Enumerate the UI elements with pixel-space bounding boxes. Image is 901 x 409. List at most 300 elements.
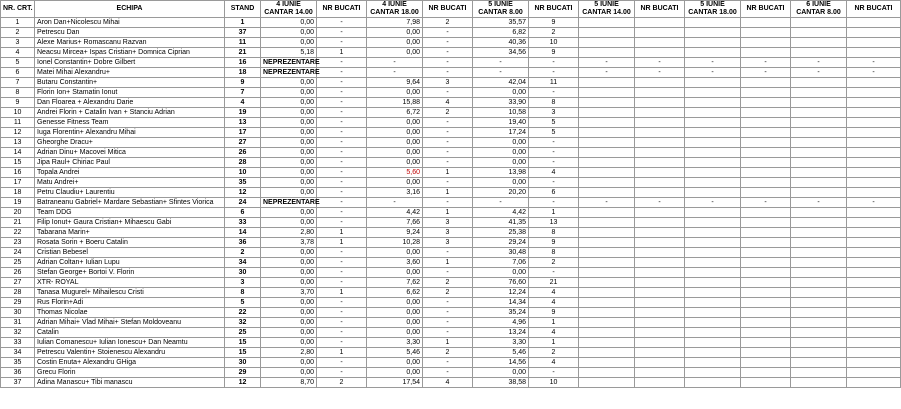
empty-cell	[847, 98, 901, 108]
empty-cell	[635, 38, 685, 48]
weight-5iunie-08: 0,00	[473, 148, 529, 158]
stand-cell: 37	[225, 28, 261, 38]
empty-cell	[741, 28, 791, 38]
team-cell: Adina Manascu+ Tibi manascu	[35, 378, 225, 388]
nr-cell: 20	[1, 208, 35, 218]
empty-cell	[741, 288, 791, 298]
team-cell: Petrescu Dan	[35, 28, 225, 38]
table-row	[1, 178, 901, 188]
weight-4iunie-18: 0,00	[367, 28, 423, 38]
team-cell: Genesse Fitness Team	[35, 118, 225, 128]
empty-cell	[847, 128, 901, 138]
empty-cell	[741, 78, 791, 88]
empty-cell	[847, 298, 901, 308]
bucati-1: -	[317, 68, 367, 78]
empty-cell	[685, 168, 741, 178]
header-cantar-08-6: CANTAR 8.00	[791, 9, 847, 18]
empty-cell	[847, 238, 901, 248]
bucati-2: -	[423, 358, 473, 368]
empty-cell	[635, 98, 685, 108]
empty-cell	[847, 178, 901, 188]
bucati-2: -	[423, 138, 473, 148]
weight-4iunie-18: 4,42	[367, 208, 423, 218]
team-cell: Dan Floarea + Alexandru Darie	[35, 98, 225, 108]
stand-cell: 27	[225, 138, 261, 148]
weight-4iunie-14: 0,00	[261, 368, 317, 378]
empty-cell	[741, 218, 791, 228]
nr-cell: 37	[1, 378, 35, 388]
weight-4iunie-14: 0,00	[261, 188, 317, 198]
team-cell: Filip Ionut+ Gaura Cristian+ Mihaescu Gabi	[35, 218, 225, 228]
stand-cell: 30	[225, 358, 261, 368]
bucati-3: 1	[529, 338, 579, 348]
stand-cell: 12	[225, 378, 261, 388]
empty-cell: -	[791, 58, 847, 68]
weight-4iunie-14: 0,00	[261, 98, 317, 108]
table-row	[1, 48, 901, 58]
empty-cell	[847, 328, 901, 338]
bucati-2: -	[423, 198, 473, 208]
empty-cell: -	[635, 68, 685, 78]
weight-5iunie-08: 13,98	[473, 168, 529, 178]
weight-4iunie-14: 0,00	[261, 328, 317, 338]
empty-cell	[579, 78, 635, 88]
empty-cell	[741, 168, 791, 178]
empty-cell	[685, 28, 741, 38]
empty-cell	[847, 188, 901, 198]
nr-cell: 9	[1, 98, 35, 108]
bucati-2: -	[423, 148, 473, 158]
header-nr-bucati-6: NR BUCATI	[847, 1, 901, 18]
weight-4iunie-18: 0,00	[367, 38, 423, 48]
weight-5iunie-08: 5,46	[473, 348, 529, 358]
empty-cell	[579, 328, 635, 338]
empty-cell: -	[847, 68, 901, 78]
nr-cell: 17	[1, 178, 35, 188]
stand-cell: 3	[225, 278, 261, 288]
bucati-3: -	[529, 368, 579, 378]
weight-4iunie-14: 0,00	[261, 178, 317, 188]
empty-cell	[847, 38, 901, 48]
bucati-3: 4	[529, 358, 579, 368]
empty-cell	[635, 248, 685, 258]
empty-cell	[741, 368, 791, 378]
empty-cell	[635, 118, 685, 128]
bucati-3: 21	[529, 278, 579, 288]
header-cantar-14-4: CANTAR 14.00	[261, 9, 317, 18]
empty-cell	[635, 378, 685, 388]
empty-cell	[741, 258, 791, 268]
nr-cell: 24	[1, 248, 35, 258]
team-cell: Iuga Florentin+ Alexandru Mihai	[35, 128, 225, 138]
team-cell: Batraneanu Gabriel+ Mardare Sebastian+ Sfintes Viorica	[35, 198, 225, 208]
weight-4iunie-18: 9,24	[367, 228, 423, 238]
empty-cell	[635, 18, 685, 28]
weight-4iunie-14: 0,00	[261, 158, 317, 168]
empty-cell	[685, 338, 741, 348]
empty-cell	[791, 118, 847, 128]
empty-cell	[741, 358, 791, 368]
team-cell: Ionel Constantin+ Dobre Gilbert	[35, 58, 225, 68]
stand-cell: 7	[225, 88, 261, 98]
weight-4iunie-14: 0,00	[261, 88, 317, 98]
header-cantar-08-5: CANTAR 8.00	[473, 9, 529, 18]
weight-4iunie-18: 0,00	[367, 118, 423, 128]
weight-4iunie-14: 0,00	[261, 358, 317, 368]
empty-cell	[741, 328, 791, 338]
empty-cell	[685, 278, 741, 288]
empty-cell	[741, 128, 791, 138]
weight-4iunie-18: 6,72	[367, 108, 423, 118]
bucati-1: -	[317, 178, 367, 188]
nr-cell: 11	[1, 118, 35, 128]
empty-cell	[791, 188, 847, 198]
empty-cell	[791, 238, 847, 248]
bucati-2: -	[423, 248, 473, 258]
table-row	[1, 358, 901, 368]
stand-cell: 8	[225, 288, 261, 298]
table-row	[1, 138, 901, 148]
weight-4iunie-14: 0,00	[261, 168, 317, 178]
empty-cell	[791, 18, 847, 28]
weight-5iunie-08: 4,42	[473, 208, 529, 218]
empty-cell	[741, 38, 791, 48]
empty-cell	[635, 238, 685, 248]
bucati-1: 1	[317, 228, 367, 238]
bucati-3: 9	[529, 308, 579, 318]
empty-cell: -	[741, 198, 791, 208]
empty-cell	[791, 228, 847, 238]
empty-cell	[791, 208, 847, 218]
bucati-3: -	[529, 178, 579, 188]
bucati-1: -	[317, 328, 367, 338]
stand-cell: 22	[225, 308, 261, 318]
team-cell: Florin Ion+ Stamatin Ionut	[35, 88, 225, 98]
empty-cell	[579, 288, 635, 298]
empty-cell	[685, 38, 741, 48]
empty-cell	[579, 348, 635, 358]
team-cell: Thomas Nicolae	[35, 308, 225, 318]
team-cell: Petrescu Valentin+ Stoienescu Alexandru	[35, 348, 225, 358]
bucati-2: -	[423, 328, 473, 338]
empty-cell	[579, 108, 635, 118]
weight-5iunie-08: 0,00	[473, 368, 529, 378]
header-4iunie-18: 4 IUNIE	[367, 1, 423, 10]
empty-cell	[847, 48, 901, 58]
weight-4iunie-18: 0,00	[367, 308, 423, 318]
empty-cell	[685, 328, 741, 338]
table-row	[1, 58, 901, 68]
empty-cell	[685, 108, 741, 118]
stand-cell: 15	[225, 338, 261, 348]
weight-5iunie-08: 0,00	[473, 178, 529, 188]
bucati-2: 4	[423, 98, 473, 108]
empty-cell	[579, 238, 635, 248]
header-6iunie-08: 6 IUNIE	[791, 1, 847, 10]
empty-cell	[791, 318, 847, 328]
table-row	[1, 28, 901, 38]
bucati-1: -	[317, 98, 367, 108]
empty-cell	[791, 328, 847, 338]
bucati-1: -	[317, 358, 367, 368]
empty-cell	[579, 128, 635, 138]
bucati-1: -	[317, 268, 367, 278]
empty-cell: -	[847, 198, 901, 208]
empty-cell	[741, 348, 791, 358]
empty-cell	[741, 238, 791, 248]
empty-cell	[635, 88, 685, 98]
empty-cell	[685, 358, 741, 368]
weight-4iunie-14: 5,18	[261, 48, 317, 58]
empty-cell	[791, 178, 847, 188]
empty-cell	[847, 318, 901, 328]
weight-4iunie-14: NEPREZENTARE	[261, 58, 317, 68]
bucati-3: 6	[529, 188, 579, 198]
empty-cell	[791, 168, 847, 178]
nr-cell: 34	[1, 348, 35, 358]
empty-cell	[847, 258, 901, 268]
empty-cell	[635, 108, 685, 118]
team-cell: Cristian Bebesel	[35, 248, 225, 258]
weight-4iunie-18: -	[367, 58, 423, 68]
bucati-1: -	[317, 218, 367, 228]
empty-cell	[741, 208, 791, 218]
table-row	[1, 218, 901, 228]
bucati-3: 9	[529, 238, 579, 248]
empty-cell	[635, 338, 685, 348]
bucati-2: 3	[423, 228, 473, 238]
empty-cell	[847, 278, 901, 288]
empty-cell	[741, 298, 791, 308]
bucati-2: -	[423, 268, 473, 278]
bucati-3: -	[529, 58, 579, 68]
team-cell: Tanasa Mugurel+ Mihailescu Cristi	[35, 288, 225, 298]
nr-cell: 18	[1, 188, 35, 198]
empty-cell	[685, 308, 741, 318]
table-row	[1, 348, 901, 358]
empty-cell	[741, 98, 791, 108]
empty-cell	[579, 308, 635, 318]
empty-cell: -	[635, 58, 685, 68]
bucati-2: -	[423, 58, 473, 68]
header-row-1	[1, 1, 901, 10]
weight-5iunie-08: 0,00	[473, 88, 529, 98]
stand-cell: 1	[225, 18, 261, 28]
stand-cell: 10	[225, 168, 261, 178]
empty-cell	[579, 278, 635, 288]
bucati-2: -	[423, 88, 473, 98]
empty-cell	[741, 48, 791, 58]
empty-cell	[685, 48, 741, 58]
empty-cell	[579, 38, 635, 48]
table-row	[1, 78, 901, 88]
weight-4iunie-14: 0,00	[261, 28, 317, 38]
empty-cell	[685, 208, 741, 218]
empty-cell	[635, 298, 685, 308]
empty-cell	[635, 348, 685, 358]
team-cell: Catalin	[35, 328, 225, 338]
table-row	[1, 148, 901, 158]
empty-cell: -	[791, 68, 847, 78]
header-nr-bucati-1: NR BUCATI	[317, 1, 367, 18]
bucati-1: -	[317, 78, 367, 88]
weight-5iunie-08: 13,24	[473, 328, 529, 338]
bucati-3: 4	[529, 288, 579, 298]
weight-4iunie-18: 0,00	[367, 248, 423, 258]
bucati-3: 4	[529, 328, 579, 338]
weight-5iunie-08: -	[473, 198, 529, 208]
table-row	[1, 108, 901, 118]
empty-cell	[847, 218, 901, 228]
header-4iunie-14: 4 IUNIE	[261, 1, 317, 10]
empty-cell	[635, 258, 685, 268]
empty-cell	[847, 338, 901, 348]
weight-5iunie-08: 0,00	[473, 158, 529, 168]
weight-5iunie-08: 20,20	[473, 188, 529, 198]
empty-cell	[791, 28, 847, 38]
nr-cell: 8	[1, 88, 35, 98]
weight-5iunie-08: 3,30	[473, 338, 529, 348]
table-row	[1, 198, 901, 208]
empty-cell	[635, 148, 685, 158]
weight-4iunie-18: 0,00	[367, 88, 423, 98]
bucati-3: 5	[529, 128, 579, 138]
empty-cell	[847, 28, 901, 38]
nr-cell: 22	[1, 228, 35, 238]
team-cell: Rus Florin+Adi	[35, 298, 225, 308]
bucati-3: -	[529, 268, 579, 278]
empty-cell	[847, 118, 901, 128]
bucati-2: -	[423, 48, 473, 58]
bucati-1: -	[317, 198, 367, 208]
empty-cell	[635, 278, 685, 288]
team-cell: Adrian Coltan+ Iulian Lupu	[35, 258, 225, 268]
nr-cell: 35	[1, 358, 35, 368]
empty-cell	[847, 228, 901, 238]
empty-cell	[579, 88, 635, 98]
stand-cell: 21	[225, 48, 261, 58]
bucati-1: -	[317, 28, 367, 38]
empty-cell	[791, 338, 847, 348]
table-row	[1, 228, 901, 238]
table-row	[1, 298, 901, 308]
weight-4iunie-14: 0,00	[261, 268, 317, 278]
empty-cell	[791, 148, 847, 158]
empty-cell	[685, 228, 741, 238]
weight-4iunie-18: 6,62	[367, 288, 423, 298]
stand-cell: 5	[225, 298, 261, 308]
weight-4iunie-18: -	[367, 68, 423, 78]
empty-cell	[579, 338, 635, 348]
empty-cell	[791, 358, 847, 368]
nr-cell: 30	[1, 308, 35, 318]
bucati-1: -	[317, 108, 367, 118]
empty-cell	[579, 368, 635, 378]
empty-cell	[635, 158, 685, 168]
empty-cell	[791, 248, 847, 258]
header-nr-bucati-3: NR BUCATI	[529, 1, 579, 18]
team-cell: Grecu Florin	[35, 368, 225, 378]
bucati-3: 8	[529, 98, 579, 108]
empty-cell	[791, 218, 847, 228]
weight-4iunie-14: 3,70	[261, 288, 317, 298]
empty-cell	[791, 298, 847, 308]
empty-cell	[847, 158, 901, 168]
bucati-1: -	[317, 38, 367, 48]
empty-cell	[579, 18, 635, 28]
bucati-1: -	[317, 368, 367, 378]
empty-cell	[791, 278, 847, 288]
team-cell: Stefan George+ Bortoi V. Florin	[35, 268, 225, 278]
bucati-1: -	[317, 128, 367, 138]
bucati-2: 1	[423, 208, 473, 218]
stand-cell: 6	[225, 208, 261, 218]
nr-cell: 33	[1, 338, 35, 348]
empty-cell: -	[791, 198, 847, 208]
bucati-1: 1	[317, 348, 367, 358]
bucati-1: -	[317, 138, 367, 148]
weight-4iunie-14: 0,00	[261, 18, 317, 28]
bucati-2: 1	[423, 188, 473, 198]
header-cantar-18-5: CANTAR 18.00	[685, 9, 741, 18]
empty-cell	[741, 118, 791, 128]
team-cell: Alexe Marius+ Romascanu Razvan	[35, 38, 225, 48]
nr-cell: 15	[1, 158, 35, 168]
table-row	[1, 268, 901, 278]
table-row	[1, 238, 901, 248]
bucati-3: -	[529, 138, 579, 148]
weight-4iunie-14: 0,00	[261, 38, 317, 48]
bucati-2: -	[423, 368, 473, 378]
bucati-1: -	[317, 248, 367, 258]
bucati-3: -	[529, 68, 579, 78]
weight-4iunie-14: 0,00	[261, 248, 317, 258]
empty-cell	[847, 288, 901, 298]
nr-cell: 36	[1, 368, 35, 378]
bucati-1: 1	[317, 238, 367, 248]
weight-5iunie-08: 35,57	[473, 18, 529, 28]
bucati-1: -	[317, 298, 367, 308]
empty-cell	[741, 268, 791, 278]
weight-5iunie-08: 35,24	[473, 308, 529, 318]
weight-4iunie-18: 0,00	[367, 48, 423, 58]
table-row	[1, 158, 901, 168]
empty-cell	[635, 28, 685, 38]
empty-cell	[847, 248, 901, 258]
bucati-3: -	[529, 148, 579, 158]
empty-cell	[847, 268, 901, 278]
weight-4iunie-14: 2,80	[261, 228, 317, 238]
stand-cell: 11	[225, 38, 261, 48]
bucati-1: -	[317, 318, 367, 328]
bucati-2: -	[423, 318, 473, 328]
empty-cell	[791, 88, 847, 98]
empty-cell	[685, 18, 741, 28]
team-cell: Petru Claudiu+ Laurentiu	[35, 188, 225, 198]
weight-4iunie-18: 0,00	[367, 128, 423, 138]
bucati-3: -	[529, 198, 579, 208]
team-cell: Team DDG	[35, 208, 225, 218]
empty-cell: -	[741, 58, 791, 68]
bucati-2: 1	[423, 258, 473, 268]
bucati-1: -	[317, 158, 367, 168]
bucati-3: 2	[529, 258, 579, 268]
empty-cell	[579, 228, 635, 238]
table-row	[1, 188, 901, 198]
stand-cell: 13	[225, 118, 261, 128]
empty-cell	[741, 378, 791, 388]
empty-cell	[847, 78, 901, 88]
